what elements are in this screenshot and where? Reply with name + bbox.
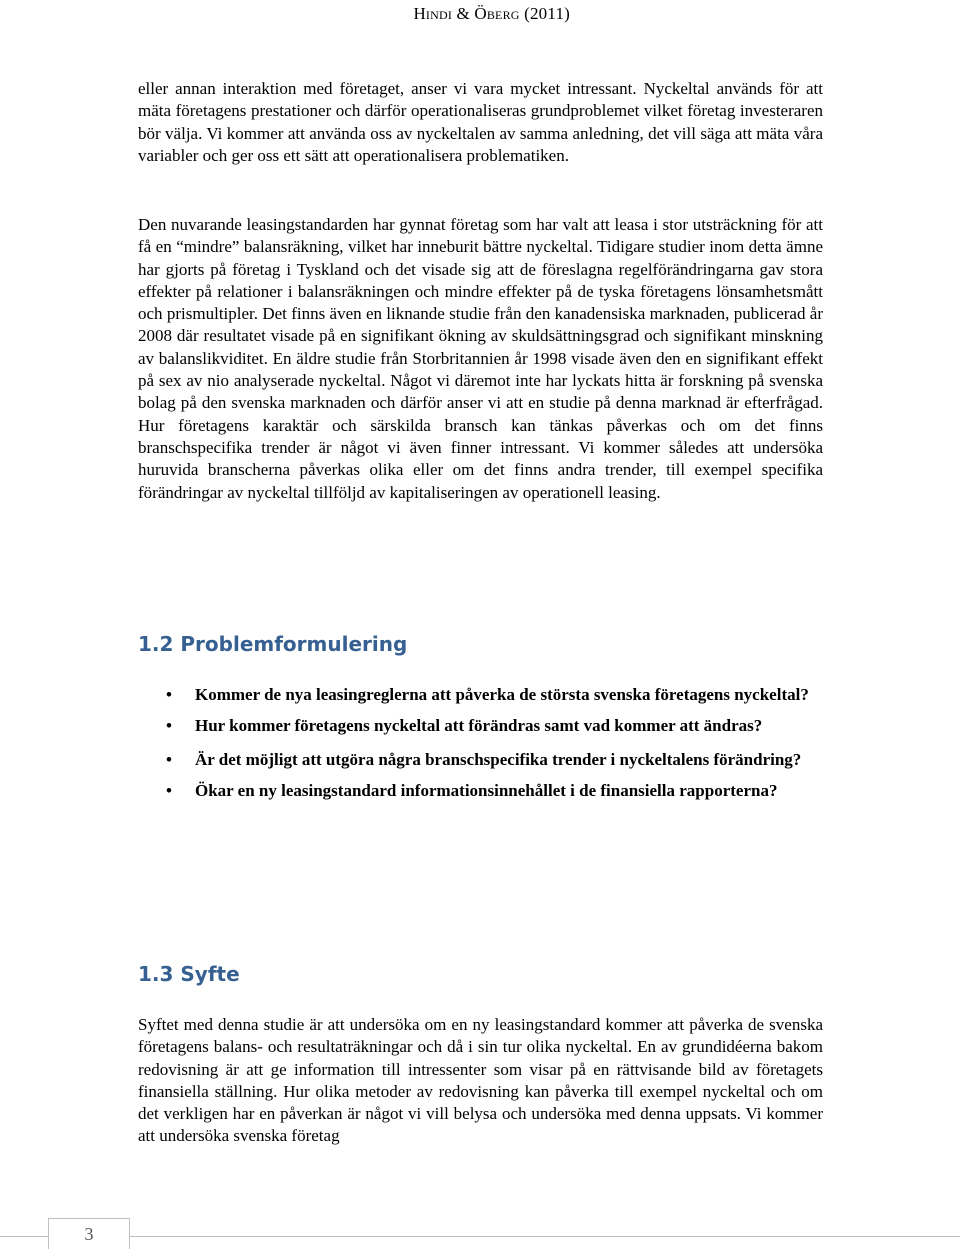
footer-divider	[0, 1236, 960, 1237]
list-item	[138, 684, 823, 706]
bullet-icon: •	[166, 749, 172, 769]
bullet-icon: •	[166, 716, 172, 736]
page-number: 3	[48, 1218, 130, 1249]
bullet-icon: •	[166, 685, 172, 704]
question-text: Ökar en ny leasingstandard informationsinnehållet i de finansiella rapporterna?	[195, 780, 778, 800]
paragraph-background: Den nuvarande leasingstandarden har gynnat företag som har valt att leasa i stor utsträckning för att få en “mindre” balansräkning, vilket har inneburit bättre nyckeltal. Tidigare studier inom detta ämne har gjorts på företag i Tyskland och det visade sig att de föreslagna regelförändringarna gav stora effekter på relationer i balansräkningen och mindre effekter på de tyska företagens lönsamhetsmått och prismultipler. Det finns även en liknande studie från den kanadensiska marknaden, publicerad år 2008 där resultatet visade på en signifikant ökning av skuldsättningsgrad och signifikant minskning av balanslikviditet. En äldre studie från Storbritannien år 1998 visade även den en signifikant effekt på sex av nio analyserade nyckeltal. Något vi däremot inte har lyckats hitta är forskning på svenska bolag på den svenska marknaden och därför anser vi att en studie på denna marknad är efterfrågad. Hur företagens karaktär och särskilda bransch kan tänkas påverkas och om det finns branschspecifika trender är något vi även finner intressant. Vi kommer således att undersöka huruvida branscherna påverkas olika eller om det finns andra trender, till exempel specifika förändringar av nyckeltal tillföljd av kapitaliseringen av operationell leasing.	[138, 215, 823, 502]
list-item	[138, 749, 823, 771]
section-heading-syfte: 1.3 Syfte	[138, 962, 240, 986]
question-text: Är det möjligt att utgöra några branschspecifika trender i nyckeltalens förändring?	[195, 749, 802, 769]
section-heading-problemformulering: 1.2 Problemformulering	[138, 632, 408, 656]
paragraph-purpose: Syftet med denna studie är att undersöka om en ny leasingstandard kommer att påverka de svenska företagens balans- och resultaträkningar och då i sin tur olika nyckeltal. En av grundidéerna bakom redovisning är att ge information till intressenter som visar på en rättvisande bild av företagets finansiella ställning. Hur olika metoder av redovisning kan påverka till exempel nyckeltal och om det verkligen har en påverkan är något vi vill belysa och undersöka med denna uppsats. Vi kommer att undersöka svenska företag	[138, 1015, 823, 1146]
question-text: Kommer de nya leasingreglerna att påverka de största svenska företagens nyckeltal?	[195, 685, 809, 704]
paragraph-intro: eller annan interaktion med företaget, anser vi vara mycket intressant. Nyckeltal används för att mäta företagens prestationer och därför operationaliseras grundproblemet vilket företag investeraren bör välja. Vi kommer att använda oss av nyckeltalen av samma anledning, det vill säga att mäta våra variabler och ger oss ett sätt att operationalisera problematiken.	[138, 79, 823, 165]
running-header: Hindi & Öberg (2011)	[413, 4, 570, 23]
question-text: Hur kommer företagens nyckeltal att förändras samt vad kommer att ändras?	[195, 716, 763, 736]
list-item	[138, 780, 823, 802]
bullet-icon: •	[166, 780, 172, 800]
list-item	[138, 715, 823, 737]
research-questions-list	[138, 684, 823, 802]
